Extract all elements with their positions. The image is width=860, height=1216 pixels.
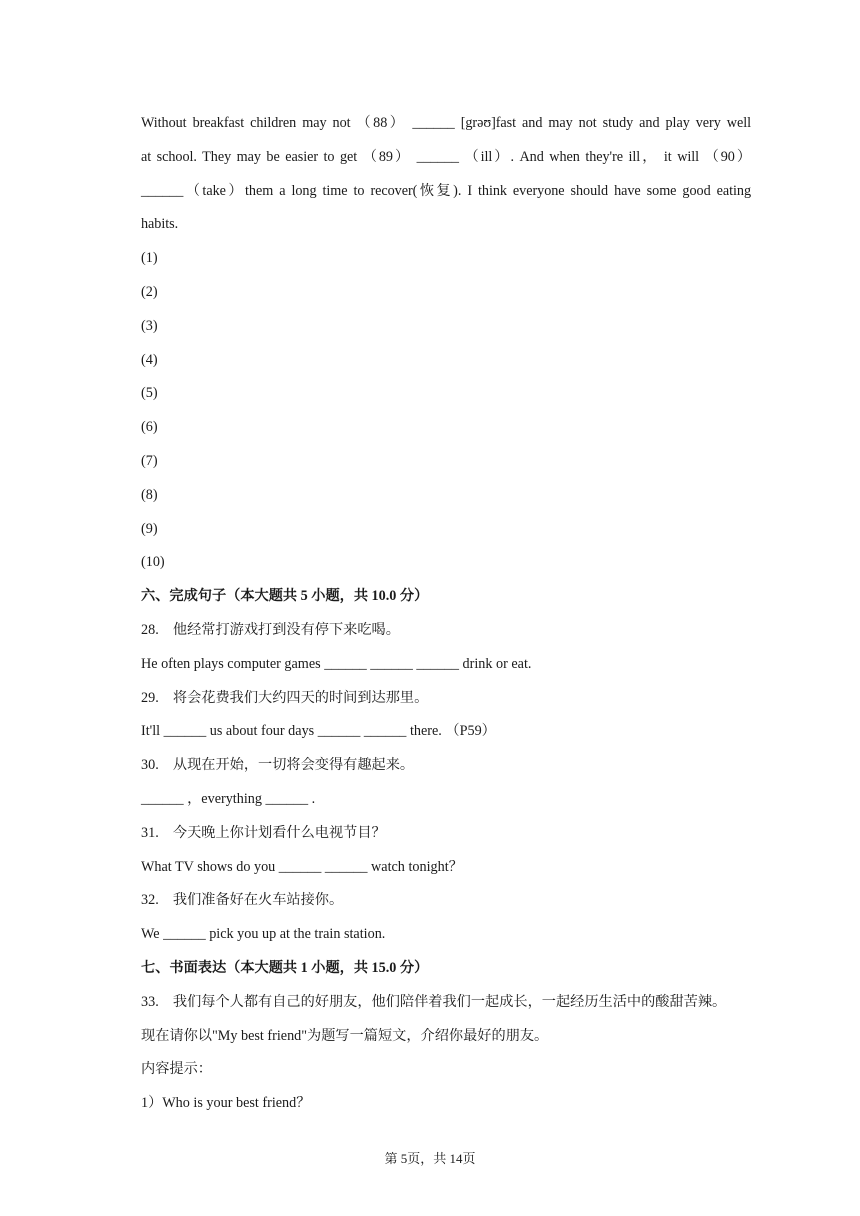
hint-1: 1）Who is your best friend？ [141,1095,311,1112]
question-31-prompt: 31. 今天晚上你计划看什么电视节目？ [141,824,386,841]
question-29-prompt: 29. 将会花费我们大约四天的时间到达那里。 [141,689,429,706]
answer-number-10: (10) [141,554,165,571]
question-31-english: What TV shows do you ______ ______ watch tonight？ [141,858,463,875]
page-content [141,107,751,1121]
answer-number-6: (6) [141,419,158,436]
answer-number-2: (2) [141,283,158,300]
question-32-english: We ______ pick you up at the train station. [141,926,386,943]
passage-line-4: habits. [141,216,179,233]
passage-line-2: at school. They may be easier to get （89） ______ （ill）. And when they're ill， it will （90） [141,148,751,165]
page-footer: 第 5页，共 14页 [384,1151,476,1166]
answer-number-7: (7) [141,452,158,469]
hint-label: 内容提示： [141,1061,212,1078]
passage-line-1: Without breakfast children may not （88） ______ [grəʊ]fast and may not study and play very well [141,115,751,131]
question-32-prompt: 32. 我们准备好在火车站接你。 [141,892,344,909]
answer-number-5: (5) [141,385,158,402]
section-6-heading: 六、完成句子（本大题共 5 小题，共 10.0 分） [141,588,429,605]
question-30-prompt: 30. 从现在开始，一切将会变得有趣起来。 [141,757,415,774]
answer-number-8: (8) [141,486,158,503]
answer-number-4: (4) [141,351,158,368]
question-33-line-2: 现在请你以"My best friend"为题写一篇短文，介绍你最好的朋友。 [141,1027,549,1044]
question-30-english: ______ ，everything ______ . [141,790,316,807]
question-28-english: He often plays computer games ______ ______ ______ drink or eat. [141,655,532,672]
question-33-line-1: 33. 我们每个人都有自己的好朋友，他们陪伴着我们一起成长，一起经历生活中的酸甜苦辣。 [141,993,727,1010]
question-29-english: It'll ______ us about four days ______ ______ there. （P59） [141,723,496,740]
passage-line-3: ______（take）them a long time to recover(恢复). I think everyone should have some good eating [141,182,751,199]
answer-number-1: (1) [141,250,158,267]
section-7-heading: 七、书面表达（本大题共 1 小题，共 15.0 分） [141,959,429,976]
answer-number-3: (3) [141,317,158,334]
answer-number-9: (9) [141,520,158,537]
question-28-prompt: 28. 他经常打游戏打到没有停下来吃喝。 [141,621,400,638]
